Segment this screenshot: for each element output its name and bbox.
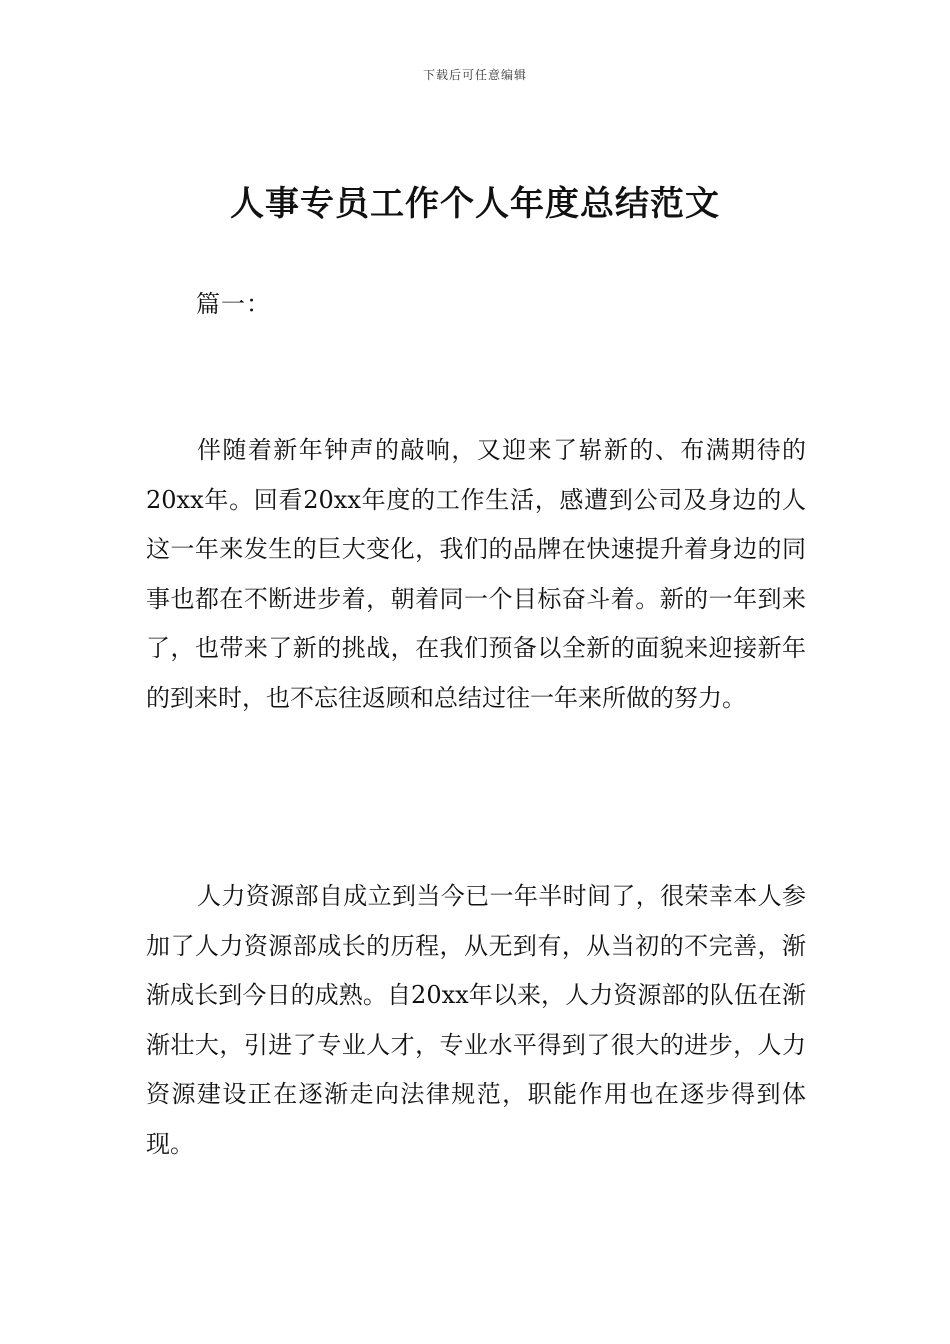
paragraph-2: 人力资源部自成立到当今已一年半时间了，很荣幸本人参加了人力资源部成长的历程，从无到有，从当初的不完善，渐渐成长到今日的成熟。自20xx年以来，人力资源部的队伍在渐渐壮大，引进了专业人才，专业水平得到了很大的进步，人力资源建设正在逐渐走向法律规范，职能作用也在逐步得到体现。 <box>146 882 806 1158</box>
section-label: 篇一： <box>196 290 271 318</box>
paragraph-1: 伴随着新年钟声的敲响，又迎来了崭新的、布满期待的20xx年。回看20xx年度的工作生活，感遭到公司及身边的人这一年来发生的巨大变化，我们的品牌在快速提升着身边的同事也都在不断进步着，朝着同一个目标奋斗着。新的一年到来了，也带来了新的挑战，在我们预备以全新的面貌来迎接新年的到来时，也不忘往返顾和总结过往一年来所做的努力。 <box>146 436 806 712</box>
document-title: 人事专员工作个人年度总结范文 <box>230 184 720 224</box>
header-note: 下载后可任意编辑 <box>422 68 527 82</box>
